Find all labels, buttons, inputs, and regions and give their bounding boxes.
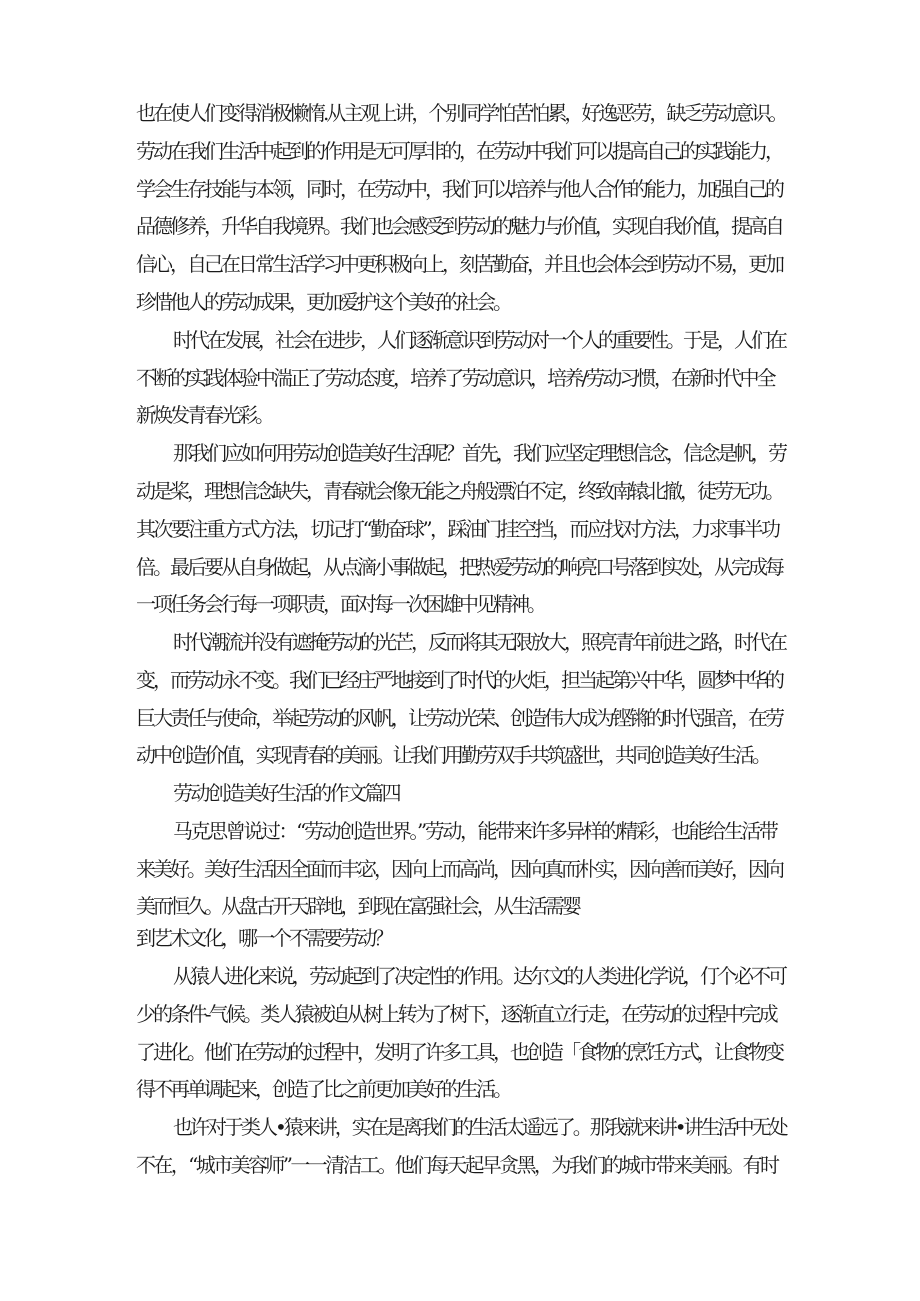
text-line: 一项任务会行每一项职责，面对每一次困雄中见精神。 (136, 592, 544, 616)
text-line: 不断的实践体验中湍正了劳动态度，培养了劳动意识，培养/劳动习惯，在新时代中全 (136, 366, 774, 390)
text-line: 少的条件-气候。类人猿被迫从树上转为了树下，逐渐直立行走，在劳动的过程中完成 (136, 1002, 776, 1026)
text-line: 那我们应如何用劳动创造美好生活呢？首先，我们应坚定理想信念，信念是帆，劳 (173, 441, 785, 465)
text-line: 变，而劳动永不变。我们已经庄严地接到了时代的火炬，担当起第兴中华，圆梦中华的 (136, 668, 782, 692)
text-line: 动是桨，理想信念缺失，青春就会像无能之舟般漂泊不定，终致南辕北撤，徒劳无功。 (136, 479, 782, 503)
text-line: 其次要注重方式方法，切记打“勤奋球”，踩油门挂空挡，而应找对方法，力求事半功 (136, 517, 779, 541)
text-line: 美而恒久。从盘古开天辟地，到现在富强社会，从生活需婴 (136, 894, 579, 918)
text-line: 珍惜他人的劳动成果，更加爱护这个美好的社会。 (136, 290, 510, 314)
text-line: 时代在发展，社会在进步，人们逐渐意识到劳动对一个人的重要性。于是，人们在 (173, 328, 785, 352)
text-line: 得不再单调起来，创造了比之前更加美好的生活。 (136, 1077, 510, 1101)
text-line: 也许对于类人•猿来讲，实在是离我们的生活太遥远了。那我就来讲•讲生活中无处 (173, 1115, 786, 1139)
text-line: 不在，“城市美容师”一一清洁工。他们每天起早贪黑，为我们的城市带来美丽。有时 (136, 1153, 778, 1177)
text-line: 动中创造价值，实现青春的美丽。让我们用勤劳双手共筑盛世，共同创造美好生活。 (136, 743, 769, 767)
text-line: 马克思曾说过：“劳动创造世界。”劳动，能带来许多异样的精彩，也能给生活带 (173, 819, 777, 843)
text-line: 劳动创造美好生活的作文篇四 (173, 781, 399, 805)
text-line: 劳动在我们生活中起到的作用是无可厚非的，在劳动中我们可以提高自己的实践能力， (136, 139, 782, 163)
text-line: 学会生存技能与本领，同时，在劳动中，我们可以培养与他人合作的能力，加强自己的 (136, 177, 782, 201)
text-line: 新焕发青春光彩。 (136, 403, 272, 427)
text-line: 从猿人进化来说，劳动起到了决定性的作用。达尔文的人类进化学说，仃个必不可 (173, 964, 785, 988)
text-line: 巨大责任与使命，举起劳动的风帆，让劳动光荣、创造伟大成为铿锵的时代强音，在劳 (136, 706, 782, 730)
text-line: 时代潮流并没有遮掩劳动的光芒，反而将其无限放大，照亮青年前进之路，时代在 (173, 630, 785, 654)
text-line: 到艺术文化，哪一个不需要劳动？ (136, 926, 391, 950)
text-line: 也在使人们变得消极懒惰.从主观上讲，个别同学怕苦怕累，好逸恶劳，缺乏劳动意识。 (136, 101, 786, 125)
text-line: 了进化。他们在劳动的过程中，发明了许多工具，也创造「食物的烹饪方式，让食物变 (136, 1040, 782, 1064)
text-line: 倍。最后要从自身做起，从点滴小事做起，把热爱劳动的响亮口号落到实处，从完成每 (136, 555, 782, 579)
text-line: 信心，自己在日常生活学习中更积极向上，刻苦勤奋，并且也会体会到劳动不易，更加 (136, 252, 782, 276)
text-line: 来美好。美好生活因全面而丰宓，因向上而高尚，因向真而朴实，因向善而美好，因向 (136, 857, 782, 881)
text-line: 品德修养，升华自我境界。我们也会感受到劳动的魅力与价值，实现自我价值，提高自 (136, 214, 782, 238)
